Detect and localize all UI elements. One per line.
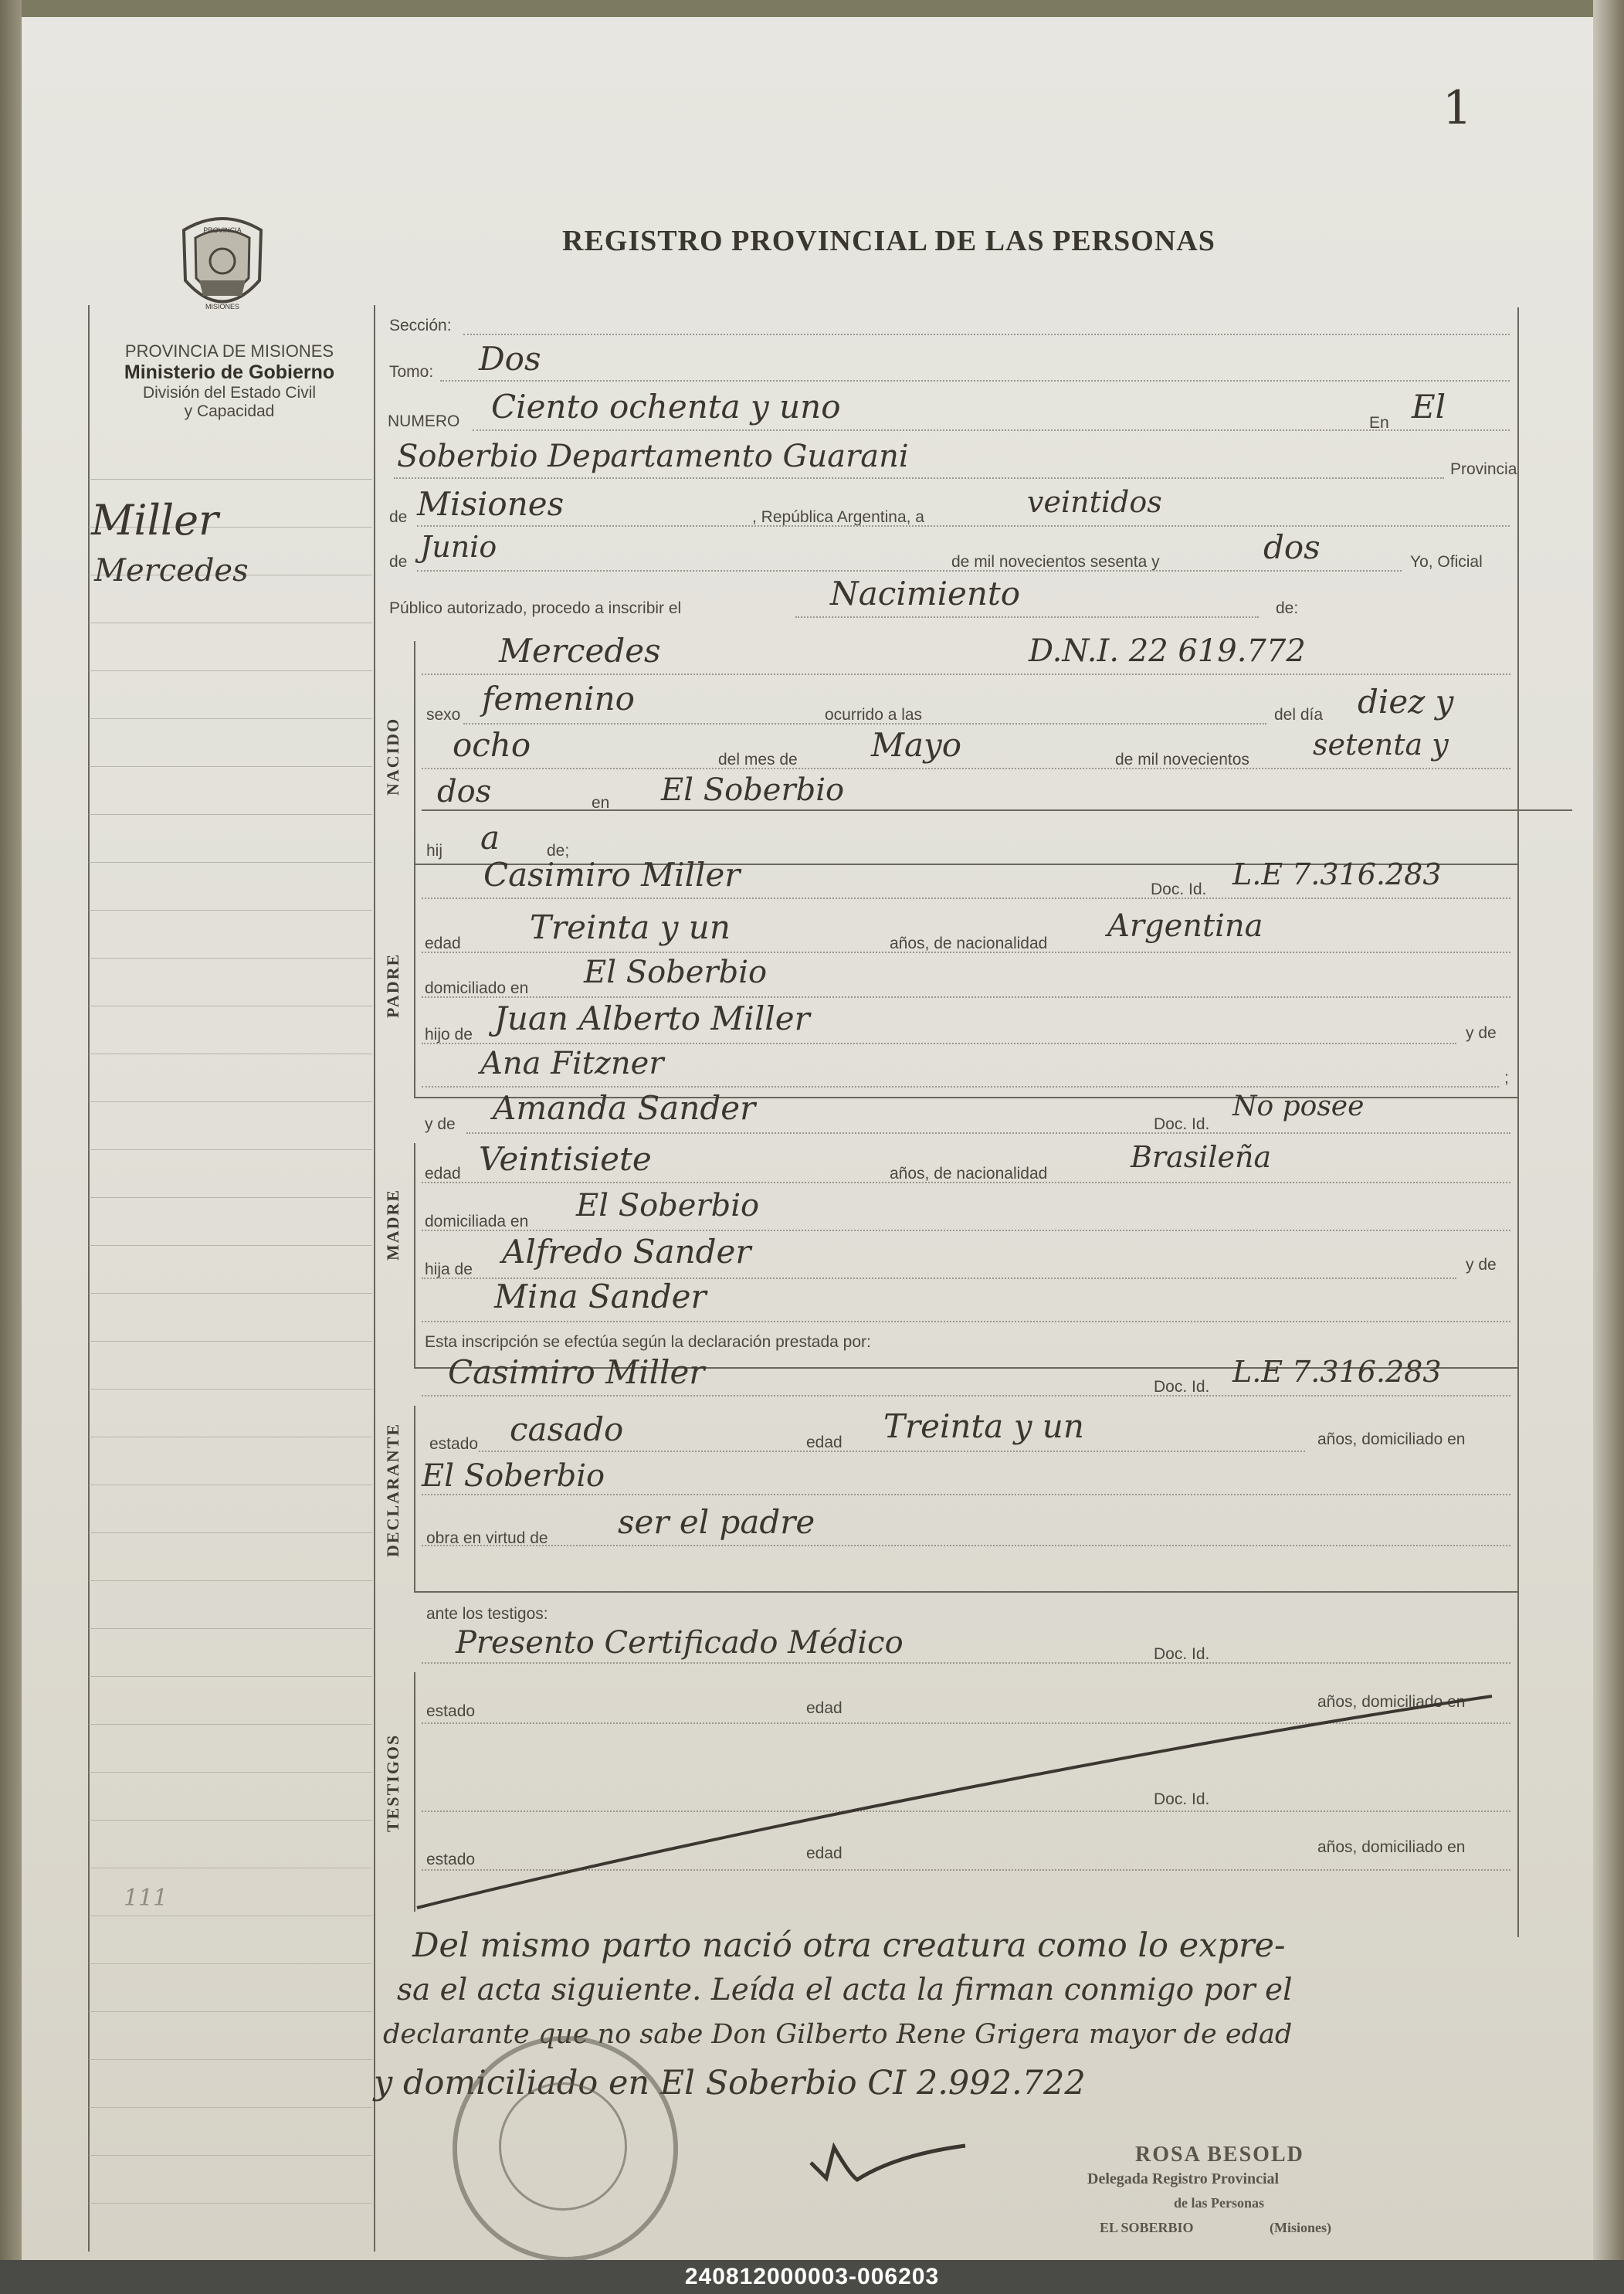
label-ocurrido: ocurrido a las bbox=[825, 706, 923, 724]
label-edad-testigo-2: edad bbox=[806, 1844, 843, 1862]
label-seccion: Sección: bbox=[389, 317, 452, 334]
section-label-madre: MADRE bbox=[383, 1188, 402, 1261]
value-madre-doc: No posee bbox=[1232, 1091, 1365, 1122]
footer-id-bar: 240812000003-006203 bbox=[0, 2260, 1624, 2294]
value-dia-nacimiento-2: ocho bbox=[453, 726, 531, 764]
label-publico: Público autorizado, procedo a inscribir el bbox=[389, 599, 682, 617]
section-label-nacido: NACIDO bbox=[383, 717, 402, 796]
label-de-provincia: de bbox=[389, 508, 408, 526]
label-mil-nov-nac: de mil novecientos bbox=[1115, 751, 1249, 769]
value-dni: D.N.I. 22 619.772 bbox=[1029, 633, 1306, 669]
label-en-nac: en bbox=[592, 794, 610, 812]
label-doc-padre: Doc. Id. bbox=[1151, 881, 1207, 898]
section-label-testigos: TESTIGOS bbox=[383, 1733, 402, 1832]
note-line-2: sa el acta siguiente. Leída el acta la firman conmigo por el bbox=[397, 1973, 1293, 2007]
value-mes-nacimiento: Mayo bbox=[871, 726, 962, 764]
label-dom-madre: domiciliada en bbox=[425, 1213, 529, 1230]
label-yo-oficial: Yo, Oficial bbox=[1410, 553, 1483, 571]
value-nombre-nacido: Mercedes bbox=[499, 632, 661, 670]
label-obra: obra en virtud de bbox=[426, 1529, 548, 1547]
label-hij: hij bbox=[426, 842, 443, 860]
label-edad-madre: edad bbox=[425, 1165, 461, 1183]
label-nac-padre: años, de nacionalidad bbox=[890, 935, 1048, 952]
label-hija-de: hija de bbox=[425, 1261, 473, 1278]
section-label-padre: PADRE bbox=[383, 952, 402, 1018]
label-y-de-madre-2: y de bbox=[1466, 1256, 1497, 1274]
delegate-stamp-province: (Misiones) bbox=[1270, 2220, 1331, 2235]
value-anio-inscripcion: dos bbox=[1263, 528, 1321, 566]
value-provincia: Misiones bbox=[417, 485, 565, 523]
label-del-dia: del día bbox=[1274, 706, 1324, 724]
label-anos-dom-testigo-1: años, domiciliado en bbox=[1317, 1693, 1466, 1711]
label-sexo: sexo bbox=[426, 706, 461, 724]
value-padre-nombre: Casimiro Miller bbox=[483, 856, 741, 894]
seal-text-bottom: MISIONES bbox=[205, 303, 240, 311]
value-madre-nac: Brasileña bbox=[1131, 1140, 1272, 1174]
label-y-de-madre: y de bbox=[425, 1115, 456, 1133]
value-numero: Ciento ochenta y uno bbox=[491, 388, 841, 426]
division-line-1: División del Estado Civil bbox=[142, 384, 317, 402]
value-madre-madre: Mina Sander bbox=[494, 1278, 707, 1315]
value-padre-nac: Argentina bbox=[1107, 908, 1263, 944]
value-decl-dom: El Soberbio bbox=[422, 1458, 605, 1494]
label-de-mes: de bbox=[389, 553, 408, 571]
margin-pencil-mark: 111 bbox=[124, 1885, 168, 1912]
label-nac-madre: años, de nacionalidad bbox=[890, 1165, 1048, 1183]
label-hijo-de: hijo de bbox=[425, 1026, 473, 1043]
label-ante: ante los testigos: bbox=[426, 1605, 548, 1623]
value-decl-nombre: Casimiro Miller bbox=[448, 1353, 705, 1391]
value-padre-dom: El Soberbio bbox=[584, 955, 768, 990]
label-semicolon: ; bbox=[1504, 1069, 1509, 1087]
label-edad-padre: edad bbox=[425, 935, 461, 952]
value-decl-doc: L.E 7.316.283 bbox=[1232, 1355, 1442, 1389]
margin-name-given: Mercedes bbox=[94, 553, 249, 589]
ministry-name: Ministerio de Gobierno bbox=[124, 361, 335, 383]
value-madre-nombre: Amanda Sander bbox=[493, 1089, 756, 1127]
value-madre-edad: Veintisiete bbox=[479, 1140, 652, 1178]
value-padre-madre: Ana Fitzner bbox=[480, 1046, 664, 1081]
label-edad-decl: edad bbox=[806, 1434, 843, 1451]
value-tomo: Dos bbox=[479, 340, 541, 378]
label-de-semi: de; bbox=[547, 842, 570, 860]
handwritten-signature bbox=[803, 2132, 973, 2194]
label-tomo: Tomo: bbox=[389, 363, 434, 381]
label-dom-padre: domiciliado en bbox=[425, 979, 529, 997]
value-lugar-nacimiento: El Soberbio bbox=[661, 772, 845, 808]
value-madre-dom: El Soberbio bbox=[576, 1188, 760, 1223]
label-estado-testigo-1: estado bbox=[426, 1702, 476, 1720]
label-numero: NUMERO bbox=[388, 412, 460, 430]
value-hij-suffix: a bbox=[480, 819, 500, 857]
label-edad-testigo-1: edad bbox=[806, 1699, 843, 1717]
value-padre-edad: Treinta y un bbox=[530, 908, 731, 946]
value-dia-inscripcion: veintidos bbox=[1027, 485, 1162, 519]
value-padre-padre: Juan Alberto Miller bbox=[494, 999, 810, 1037]
value-madre-padre: Alfredo Sander bbox=[502, 1233, 751, 1271]
value-dia-nacimiento-1: diez y bbox=[1358, 683, 1454, 721]
value-decl-edad: Treinta y un bbox=[883, 1407, 1084, 1445]
delegate-stamp-town: EL SOBERBIO bbox=[1100, 2220, 1194, 2235]
value-sexo: femenino bbox=[482, 680, 635, 718]
value-mes-inscripcion: Junio bbox=[420, 530, 497, 564]
label-doc-testigo-1: Doc. Id. bbox=[1154, 1645, 1210, 1663]
label-doc-madre: Doc. Id. bbox=[1154, 1115, 1210, 1133]
note-line-4: y domiciliado en El Soberbio CI 2.992.722 bbox=[374, 2064, 1086, 2102]
seal-text-top: PROVINCIA bbox=[203, 226, 242, 234]
value-acto: Nacimiento bbox=[830, 575, 1021, 613]
label-mil-novecientos: de mil novecientos sesenta y bbox=[951, 553, 1160, 571]
label-anos-dom-testigo-2: años, domiciliado en bbox=[1317, 1838, 1466, 1856]
delegate-stamp-line-3: de las Personas bbox=[1174, 2195, 1264, 2211]
delegate-stamp-line-2: Delegada Registro Provincial bbox=[1087, 2170, 1280, 2187]
official-round-seal-inner bbox=[499, 2082, 627, 2211]
label-estado-testigo-2: estado bbox=[426, 1851, 476, 1868]
label-y-de-padre: y de bbox=[1466, 1024, 1497, 1042]
note-line-3: declarante que no sabe Don Gilberto Rene Grigera mayor de edad bbox=[383, 2019, 1293, 2050]
value-lugar: Soberbio Departamento Guarani bbox=[397, 439, 909, 474]
margin-name-surname: Miller bbox=[91, 496, 219, 545]
label-de-colon: de: bbox=[1276, 599, 1299, 617]
page-number: 1 bbox=[1443, 81, 1473, 135]
value-testigos: Presento Certificado Médico bbox=[456, 1625, 904, 1661]
label-provincia: Provincia bbox=[1450, 460, 1517, 478]
document-title: REGISTRO PROVINCIAL DE LAS PERSONAS bbox=[562, 225, 1215, 257]
label-del-mes: del mes de bbox=[718, 751, 798, 769]
label-doc-decl: Doc. Id. bbox=[1154, 1378, 1210, 1396]
province-name: PROVINCIA DE MISIONES bbox=[124, 341, 334, 361]
value-anio-nacimiento-1: setenta y bbox=[1313, 728, 1449, 762]
value-padre-doc: L.E 7.316.283 bbox=[1232, 857, 1442, 891]
division-line-2: y Capacidad bbox=[184, 402, 275, 420]
delegate-stamp-name: ROSA BESOLD bbox=[1135, 2143, 1304, 2167]
label-anos-dom-decl: años, domiciliado en bbox=[1317, 1430, 1466, 1448]
label-doc-testigo-2: Doc. Id. bbox=[1154, 1790, 1210, 1808]
value-decl-estado: casado bbox=[510, 1410, 624, 1448]
value-en: El bbox=[1412, 388, 1446, 426]
label-en: En bbox=[1369, 414, 1389, 432]
note-line-1: Del mismo parto nació otra creatura como lo expre- bbox=[412, 1926, 1286, 1965]
label-estado-decl: estado bbox=[429, 1435, 479, 1453]
label-republica: , República Argentina, a bbox=[752, 508, 924, 526]
value-decl-obra: ser el padre bbox=[618, 1503, 815, 1541]
value-anio-nacimiento-2: dos bbox=[437, 774, 492, 809]
label-inscripcion: Esta inscripción se efectúa según la declaración prestada por: bbox=[425, 1333, 871, 1351]
section-label-declarante: DECLARANTE bbox=[383, 1422, 402, 1557]
